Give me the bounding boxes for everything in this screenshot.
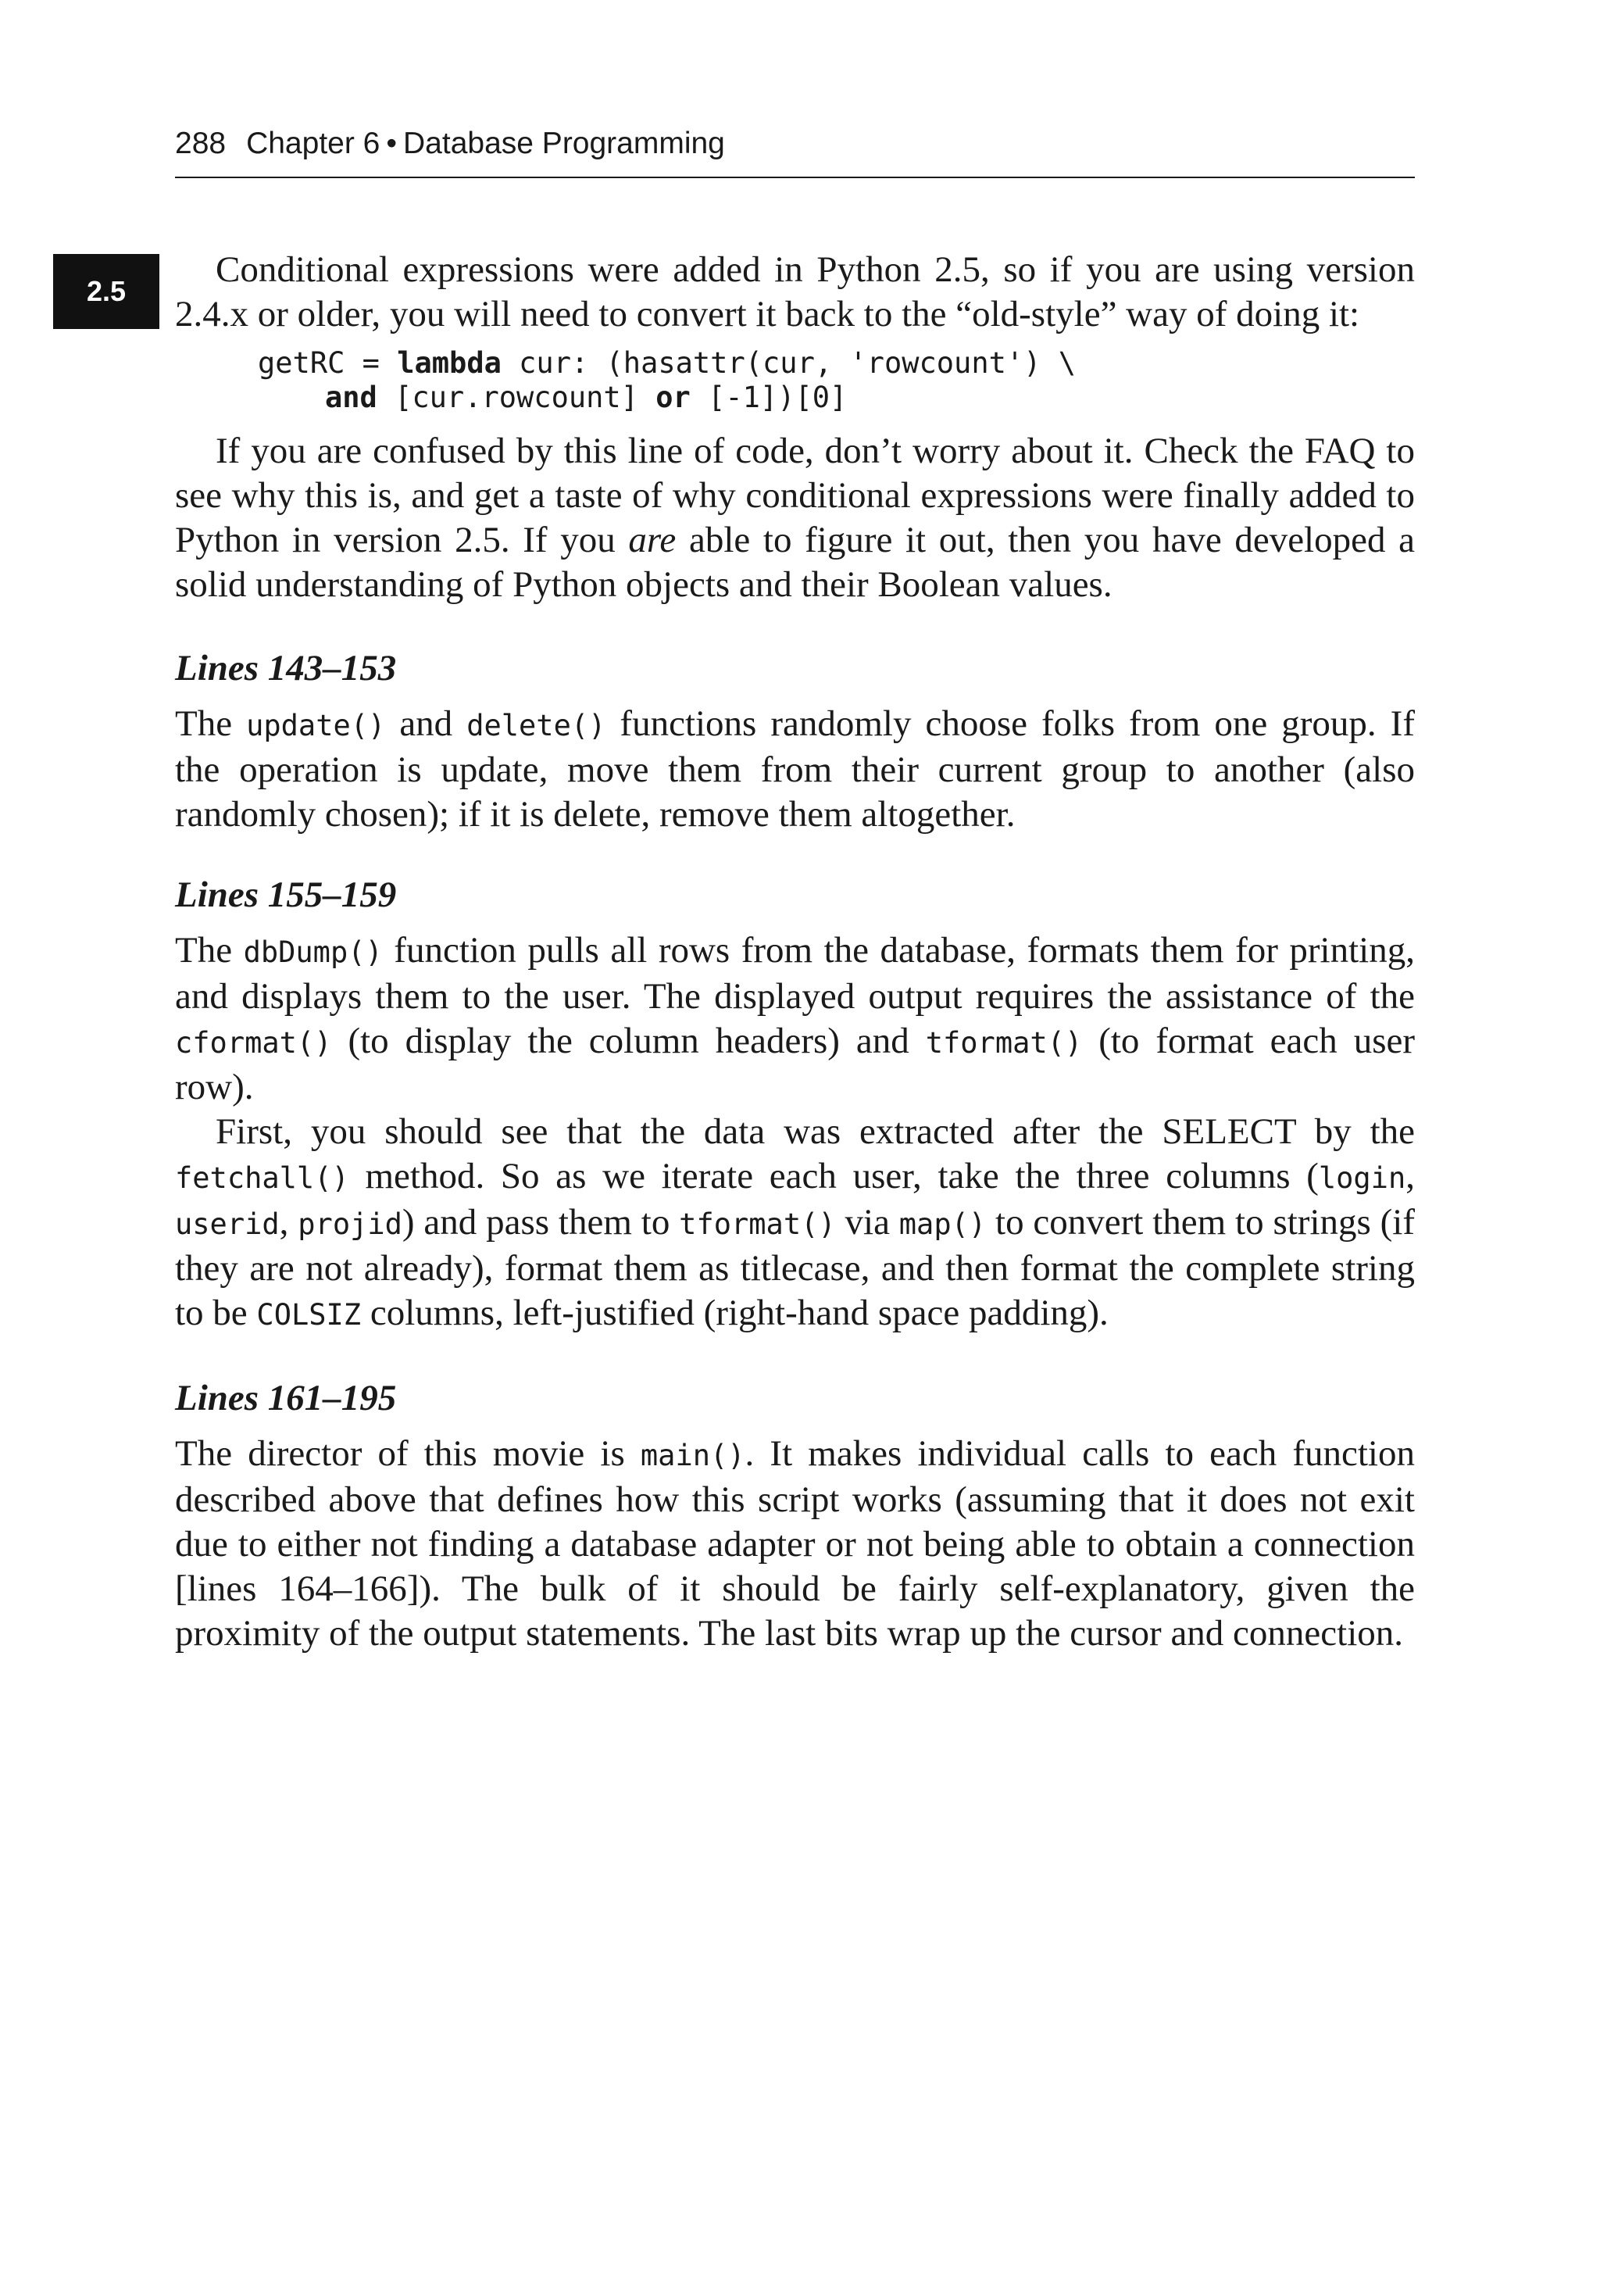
page-number: 288 [175,127,227,160]
paragraph-text: Conditional expressions were added in Python 2.5, so if you are using version 2.4.x or older, you will need to convert it back to the “old-style” way of doing it: [175,249,1415,334]
running-header [175,120,1415,178]
inline-code: tformat() [679,1207,836,1241]
page-body [175,248,1415,1656]
paragraph-text: The [175,930,244,971]
inline-code: dbDump() [243,935,383,969]
version-badge: 2.5 [53,254,159,329]
paragraph-text: via [835,1202,899,1243]
inline-code: userid [175,1207,280,1241]
inline-code: login [1318,1161,1406,1195]
paragraph-text: columns, left-justified (right-hand space padding). [361,1293,1109,1333]
inline-code: COLSIZ [256,1298,362,1332]
inline-code: tformat() [925,1026,1083,1060]
code-text: [cur.rowcount] [377,381,656,414]
code-text: getRC = [258,346,398,380]
paragraph-text: (to format each user row). [175,1021,1415,1107]
paragraph-text: (to display the column headers) and [331,1021,926,1061]
paragraph-fetchall [175,1110,1415,1337]
section-heading-lines-155-159: Lines 155–159 [175,874,397,915]
paragraph-text: function pulls all rows from the database, formats them for printing, and displays them to the user. The displayed output requires the assistance of the [175,930,1415,1017]
paragraph-text: The [175,703,247,744]
paragraph-confused [175,429,1415,607]
paragraph-text: . It makes individual calls to each function described above that defines how this script works (assuming that it does not exit due to either not finding a database adapter or not being able to obtain a connection [lines 164–166]). The bulk of it should be fairly self-explanatory, given the proximity of the output statements. The last bits wrap up the cursor and connection. [175,1433,1415,1654]
code-keyword: and [325,381,377,414]
inline-code: main() [640,1439,745,1472]
code-text: [-1])[0] [690,381,848,414]
header-separator: • [386,127,398,160]
code-line-1 [258,346,1415,381]
inline-code: delete() [466,709,606,742]
paragraph-main [175,1432,1415,1656]
section-heading-lines-161-195: Lines 161–195 [175,1378,397,1418]
paragraph-dbdump [175,928,1415,1110]
chapter-title: Database Programming [403,127,725,160]
paragraph-conditional-expressions [175,248,1415,337]
paragraph-text: , [279,1202,298,1243]
code-keyword: or [655,381,691,414]
paragraph-text: First, you should see that the data was extracted after the SELECT by the [216,1111,1415,1152]
paragraph-update-delete [175,702,1415,837]
inline-code: projid [298,1207,402,1241]
inline-code: cformat() [175,1026,332,1060]
chapter-label: Chapter 6 [246,127,380,160]
code-keyword: lambda [397,346,502,380]
emphasis-text: are [628,520,677,560]
paragraph-text: method. So as we iterate each user, take the three columns ( [348,1156,1319,1196]
inline-code: map() [898,1207,987,1241]
paragraph-text: ) and pass them to [402,1202,680,1243]
paragraph-text: , [1405,1156,1415,1196]
code-text: cur: (hasattr(cur, 'rowcount') \ [501,346,1076,380]
paragraph-text: and [385,703,467,744]
paragraph-text: able to figure it out, then you have developed a solid understanding of Python objects and their Boolean values. [175,520,1415,605]
paragraph-text: If you are confused by this line of code, don’t worry about it. Check the FAQ to see why this is, and get a taste of why conditional expressions were finally added to Python in version 2.5. If you [175,431,1415,560]
code-block [258,346,1415,415]
paragraph-text: to convert them to strings (if they are not already), format them as titlecase, and then format the complete string to be [175,1202,1416,1333]
paragraph-text: The director of this movie is [175,1433,641,1474]
paragraph-text: functions randomly choose folks from one group. If the operation is update, move them from their current group to another (also randomly chosen); if it is delete, remove them altogether. [175,703,1415,835]
inline-code: update() [246,709,386,742]
code-line-2 [258,381,1415,415]
section-heading-lines-143-153: Lines 143–153 [175,648,397,688]
inline-code: fetchall() [175,1161,349,1195]
